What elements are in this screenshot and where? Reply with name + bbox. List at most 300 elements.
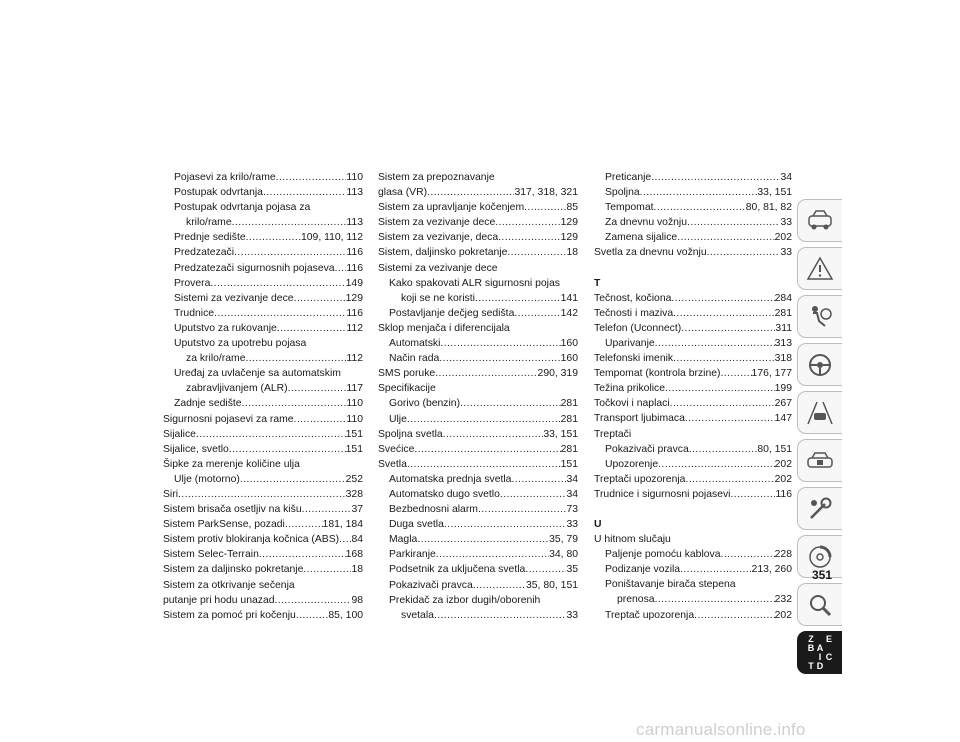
- entry-pages[interactable]: 98: [351, 594, 363, 606]
- dot-leader: [673, 351, 775, 366]
- entry-pages[interactable]: 328: [345, 488, 363, 500]
- index-entry: [594, 381, 792, 396]
- dot-leader: [473, 578, 526, 593]
- index-entry: [594, 411, 792, 426]
- index-entry: [378, 457, 578, 472]
- entry-pages[interactable]: 213, 260: [751, 564, 792, 576]
- entry-term: Tempomat (kontrola brzine): [594, 368, 721, 380]
- dot-leader: [689, 442, 758, 457]
- entry-pages[interactable]: 35, 79: [549, 534, 578, 546]
- index-heading: U hitnom slučaju: [594, 534, 671, 546]
- entry-term: Treptač upozorenja: [605, 609, 695, 621]
- dot-leader: [655, 336, 775, 351]
- index-entry: [163, 396, 363, 411]
- index-entry: [594, 185, 792, 200]
- dot-leader: [443, 427, 544, 442]
- index-heading: Uređaj za uvlačenje sa automatskim: [174, 368, 341, 380]
- index-heading: Treptači: [594, 428, 632, 440]
- dot-leader: [229, 442, 346, 457]
- entry-pages[interactable]: 34: [780, 172, 792, 183]
- entry-pages[interactable]: 33: [780, 247, 792, 259]
- entry-pages[interactable]: 202: [774, 609, 792, 621]
- entry-term: Paljenje pomoću kablova: [605, 549, 721, 561]
- dot-leader: [263, 185, 346, 200]
- dot-leader: [232, 215, 347, 230]
- index-entry: [594, 472, 792, 487]
- car-on-road-icon: [805, 398, 835, 428]
- entry-pages[interactable]: 151: [560, 458, 578, 470]
- entry-pages[interactable]: 168: [345, 549, 363, 561]
- dot-leader: [685, 411, 775, 426]
- dot-leader: [407, 412, 561, 427]
- dot-leader: [444, 517, 567, 532]
- tab-index[interactable]: [797, 631, 842, 674]
- entry-pages[interactable]: 35: [566, 564, 578, 576]
- entry-term: Ulje (motorno): [174, 473, 240, 485]
- dot-leader: [440, 336, 560, 351]
- entry-term: Pokazivači pravca: [389, 579, 473, 591]
- dot-leader: [640, 185, 758, 200]
- index-heading: Poništavanje birača stepena: [605, 579, 736, 591]
- watermark: carmanualsonline.info: [636, 720, 806, 739]
- index-entry: [163, 608, 363, 623]
- entry-pages[interactable]: 85, 100: [328, 609, 363, 621]
- steering-wheel-icon: [805, 350, 835, 380]
- entry-pages[interactable]: 33: [780, 217, 792, 229]
- tab-driving[interactable]: [797, 343, 842, 386]
- entry-term: Sijalice, svetlo: [163, 443, 229, 455]
- index-entry: [594, 351, 792, 366]
- dot-leader: [439, 351, 560, 366]
- entry-pages[interactable]: 142: [560, 307, 578, 319]
- entry-pages[interactable]: 129: [560, 217, 578, 229]
- entry-pages[interactable]: 110: [346, 172, 363, 183]
- entry-term: Parkiranje: [389, 549, 436, 561]
- index-entry: [594, 170, 792, 185]
- dot-leader: [665, 381, 775, 396]
- entry-pages[interactable]: 18: [566, 247, 578, 259]
- dot-leader: [296, 608, 329, 623]
- entry-term: koji se ne koristi: [401, 292, 475, 304]
- section-gap: [594, 261, 792, 276]
- entry-term: Sistem za upravljanje kočenjem: [378, 202, 525, 214]
- entry-term: Telefonski imenik: [594, 353, 674, 365]
- entry-pages[interactable]: 85: [566, 202, 578, 214]
- tab-vehicle-info[interactable]: [797, 199, 842, 242]
- index-entry: [594, 608, 792, 623]
- entry-term: Težina prikolice: [594, 383, 666, 395]
- dot-leader: [498, 230, 561, 245]
- entry-pages[interactable]: 116: [346, 262, 363, 274]
- dot-leader: [288, 381, 347, 396]
- dot-leader: [721, 547, 775, 562]
- index-entry: [378, 502, 578, 517]
- dot-leader: [407, 457, 561, 472]
- tab-road[interactable]: [797, 391, 842, 434]
- index-entry: [594, 336, 792, 351]
- dot-leader: [303, 562, 351, 577]
- entry-pages[interactable]: 281: [560, 398, 578, 410]
- index-entry: [378, 517, 578, 532]
- index-entry: [163, 291, 363, 306]
- entry-pages[interactable]: 117: [346, 383, 363, 395]
- entry-pages[interactable]: 80, 151: [757, 443, 792, 455]
- dot-leader: [495, 215, 560, 230]
- dot-leader: [671, 291, 774, 306]
- index-heading: Sistem za prepoznavanje: [378, 172, 495, 183]
- index-entry: [163, 472, 363, 487]
- entry-pages[interactable]: 116: [346, 307, 363, 319]
- index-entry: [163, 532, 363, 547]
- index-entry: [378, 336, 578, 351]
- tab-safety[interactable]: [797, 295, 842, 338]
- entry-term: Sistem za vezivanje, deca: [378, 232, 499, 244]
- dot-leader: [654, 200, 746, 215]
- index-entry: [163, 517, 363, 532]
- entry-pages[interactable]: 129: [345, 292, 363, 304]
- entry-pages[interactable]: 33: [566, 609, 578, 621]
- dot-leader: [681, 321, 775, 336]
- entry-term: Transport ljubimaca: [594, 413, 685, 425]
- dot-leader: [210, 276, 345, 291]
- dot-leader: [478, 502, 566, 517]
- index-entry: [378, 230, 578, 245]
- entry-pages[interactable]: 202: [774, 232, 792, 244]
- index-entry: [163, 442, 363, 457]
- entry-term: Svećice: [378, 443, 415, 455]
- entry-pages[interactable]: 110: [346, 413, 363, 425]
- index-entry: [594, 457, 792, 472]
- entry-pages[interactable]: 84: [351, 534, 363, 546]
- entry-pages[interactable]: 33, 151: [757, 187, 792, 199]
- entry-pages[interactable]: 232: [774, 594, 792, 606]
- dot-leader: [427, 185, 514, 200]
- entry-term: Upozorenje: [605, 458, 659, 470]
- entry-term: Sistem, daljinsko pokretanje: [378, 247, 508, 259]
- entry-pages[interactable]: 313: [774, 337, 792, 349]
- dot-leader: [240, 472, 346, 487]
- dot-leader: [259, 547, 346, 562]
- entry-term: prenosa: [617, 594, 655, 606]
- dot-leader: [507, 245, 566, 260]
- dot-leader: [670, 396, 775, 411]
- entry-term: Automatski: [389, 338, 441, 350]
- index-entry: [163, 215, 363, 230]
- entry-pages[interactable]: 176, 177: [751, 368, 792, 380]
- entry-term: Automatska prednja svetla: [389, 473, 512, 485]
- dot-leader: [214, 306, 346, 321]
- section-letter: T: [594, 277, 601, 289]
- az-letter: D: [816, 660, 824, 671]
- dot-leader: [434, 608, 567, 623]
- entry-term: glasa (VR): [378, 187, 428, 199]
- entry-pages[interactable]: 35, 80, 151: [526, 579, 578, 591]
- entry-term: Sistem ParkSense, pozadi: [163, 519, 285, 531]
- index-entry: [378, 200, 578, 215]
- index-heading: Postupak odvrtanja pojasa za: [174, 202, 311, 214]
- tab-search[interactable]: [797, 583, 842, 626]
- index-entry: [163, 276, 363, 291]
- index-heading: Kako spakovati ALR sigurnosni pojas: [389, 277, 560, 289]
- entry-pages[interactable]: 151: [345, 428, 363, 440]
- page-number: 351: [812, 568, 833, 582]
- index-entry: [594, 215, 792, 230]
- az-letter: B: [807, 642, 815, 653]
- index-az-icon: [807, 635, 834, 671]
- index-entry: [594, 547, 792, 562]
- dot-leader: [687, 215, 780, 230]
- index-entry: [163, 502, 363, 517]
- index-entry: [594, 487, 792, 502]
- car-info-icon: [805, 206, 835, 236]
- index-entry: [594, 396, 792, 411]
- index-heading: Sistem za otkrivanje sečenja: [163, 579, 295, 591]
- entry-term: krilo/rame: [186, 217, 232, 229]
- tab-warning-lights[interactable]: [797, 247, 842, 290]
- dot-leader: [685, 472, 774, 487]
- entry-term: Spoljna svetla: [378, 428, 443, 440]
- index-entry: [163, 351, 363, 366]
- dot-leader: [435, 366, 537, 381]
- entry-term: Prednje sedište: [174, 232, 246, 244]
- index-entry: [378, 291, 578, 306]
- entry-pages[interactable]: 33: [566, 519, 578, 531]
- index-entry: [378, 215, 578, 230]
- tab-service[interactable]: [797, 439, 842, 482]
- index-entry: [594, 442, 792, 457]
- dot-leader: [658, 457, 775, 472]
- dot-leader: [673, 306, 775, 321]
- dot-leader: [335, 261, 347, 276]
- entry-pages[interactable]: 113: [346, 217, 363, 229]
- entry-pages[interactable]: 116: [775, 488, 792, 500]
- entry-pages[interactable]: 109, 110, 112: [300, 232, 363, 244]
- dot-leader: [339, 532, 351, 547]
- entry-term: Predzatezači: [174, 247, 235, 259]
- index-entry: [163, 412, 363, 427]
- dot-leader: [436, 547, 549, 562]
- index-entry: [378, 442, 578, 457]
- entry-pages[interactable]: 141: [560, 292, 578, 304]
- entry-pages[interactable]: 112: [346, 353, 363, 365]
- dot-leader: [511, 472, 566, 487]
- entry-term: Uputstvo za rukovanje: [174, 322, 277, 334]
- entry-pages[interactable]: 202: [774, 473, 792, 485]
- entry-pages[interactable]: 149: [345, 277, 363, 289]
- az-letter: A: [816, 642, 824, 653]
- dot-leader: [514, 306, 560, 321]
- entry-term: Svetla za dnevnu vožnju: [594, 247, 707, 259]
- section-letter: U: [594, 518, 602, 530]
- index-entry: [378, 412, 578, 427]
- entry-term: Tečnost, kočiona: [594, 292, 672, 304]
- section-gap: [594, 502, 792, 517]
- dot-leader: [294, 291, 346, 306]
- entry-pages[interactable]: 110: [346, 398, 363, 410]
- index-entry: [378, 532, 578, 547]
- entry-term: Pokazivači pravca: [605, 443, 689, 455]
- entry-term: Sistem protiv blokiranja kočnica (ABS): [163, 534, 340, 546]
- entry-term: Podizanje vozila: [605, 564, 681, 576]
- dot-leader: [414, 442, 560, 457]
- entry-term: svetala: [401, 609, 434, 621]
- entry-pages[interactable]: 33, 151: [543, 428, 578, 440]
- entry-pages[interactable]: 160: [560, 353, 578, 365]
- entry-pages[interactable]: 318: [774, 353, 792, 365]
- entry-pages[interactable]: 281: [560, 443, 578, 455]
- index-heading: Specifikacije: [378, 383, 436, 395]
- entry-term: Ulje: [389, 413, 407, 425]
- entry-term: Automatsko dugo svetlo: [389, 488, 500, 500]
- entry-pages[interactable]: 129: [560, 232, 578, 244]
- index-entry: [163, 593, 363, 608]
- entry-pages[interactable]: 80, 81, 82: [745, 202, 792, 214]
- dot-leader: [246, 230, 301, 245]
- index-column-2: [378, 170, 578, 623]
- entry-term: Predzatezači sigurnosnih pojaseva: [174, 262, 335, 274]
- index-heading: Sistemi za vezivanje dece: [378, 262, 498, 274]
- entry-pages[interactable]: 112: [346, 322, 363, 334]
- dot-leader: [276, 170, 347, 185]
- airbag-safety-icon: [805, 302, 835, 332]
- entry-term: Sijalice: [163, 428, 196, 440]
- index-entry: [378, 562, 578, 577]
- dot-leader: [655, 592, 775, 607]
- entry-term: Tečnosti i maziva: [594, 307, 674, 319]
- dot-leader: [707, 245, 781, 260]
- index-entry: [594, 306, 792, 321]
- dot-leader: [651, 170, 780, 185]
- entry-pages[interactable]: 73: [566, 504, 578, 516]
- index-entry: [163, 230, 363, 245]
- index-entry: [594, 321, 792, 336]
- entry-pages[interactable]: 199: [774, 383, 792, 395]
- dot-leader: [196, 427, 346, 442]
- dot-leader: [460, 396, 561, 411]
- entry-term: Treptači upozorenja: [594, 473, 686, 485]
- tools-maintenance-icon: [805, 494, 835, 524]
- entry-term: Telefon (Uconnect): [594, 322, 682, 334]
- entry-term: Spoljna: [605, 187, 640, 199]
- entry-term: Sistemi za vezivanje dece: [174, 292, 294, 304]
- entry-term: Uparivanje: [605, 337, 655, 349]
- az-letter: I: [818, 651, 822, 662]
- dot-leader: [245, 351, 346, 366]
- entry-pages[interactable]: 34, 80: [549, 549, 578, 561]
- dot-leader: [677, 230, 774, 245]
- entry-term: Podsetnik za uključena svetla: [389, 564, 526, 576]
- dot-leader: [731, 487, 776, 502]
- entry-term: Pojasevi za krilo/rame: [174, 172, 276, 183]
- index-column-1: [163, 170, 363, 623]
- entry-term: za krilo/rame: [186, 353, 246, 365]
- entry-pages[interactable]: 202: [774, 458, 792, 470]
- index-entry: [378, 351, 578, 366]
- index-entry: [594, 245, 792, 260]
- entry-term: Za dnevnu vožnju: [605, 217, 688, 229]
- entry-pages[interactable]: 311: [775, 322, 792, 334]
- dot-leader: [285, 517, 323, 532]
- index-entry: [378, 578, 578, 593]
- entry-pages[interactable]: 267: [774, 398, 792, 410]
- tab-maintenance[interactable]: [797, 487, 842, 530]
- entry-pages[interactable]: 181, 184: [322, 519, 363, 531]
- dot-leader: [525, 562, 566, 577]
- entry-pages[interactable]: 37: [351, 504, 363, 516]
- entry-term: Provera: [174, 277, 211, 289]
- chapter-tabs: [797, 199, 842, 679]
- index-entry: [378, 487, 578, 502]
- entry-term: Sistem Selec-Terrain: [163, 549, 259, 561]
- entry-term: Siri: [163, 488, 179, 500]
- dot-leader: [680, 562, 751, 577]
- entry-term: Zadnje sedište: [174, 398, 242, 410]
- entry-term: Sistem za daljinsko pokretanje: [163, 564, 304, 576]
- entry-pages[interactable]: 281: [560, 413, 578, 425]
- dot-leader: [242, 396, 347, 411]
- index-entry: [163, 306, 363, 321]
- entry-pages[interactable]: 228: [774, 549, 792, 561]
- index-entry: [163, 245, 363, 260]
- service-car-icon: [805, 446, 835, 476]
- dot-leader: [234, 245, 346, 260]
- entry-pages[interactable]: 252: [345, 473, 363, 485]
- index-entry: [163, 381, 363, 396]
- search-icon: [805, 590, 835, 620]
- entry-term: Točkovi i naplaci: [594, 398, 670, 410]
- az-letter: T: [808, 660, 814, 671]
- entry-pages[interactable]: 147: [774, 413, 792, 425]
- index-entry: [163, 562, 363, 577]
- entry-term: Bezbednosni alarm: [389, 504, 478, 516]
- dot-leader: [178, 487, 346, 502]
- dot-leader: [417, 532, 549, 547]
- entry-pages[interactable]: 160: [560, 338, 578, 350]
- entry-pages[interactable]: 284: [774, 292, 792, 304]
- entry-pages[interactable]: 116: [346, 247, 363, 259]
- index-entry: [378, 245, 578, 260]
- entry-pages[interactable]: 113: [346, 187, 363, 199]
- entry-term: zabravljivanjem (ALR): [186, 383, 288, 395]
- index-entry: [594, 291, 792, 306]
- entry-pages[interactable]: 18: [351, 564, 363, 576]
- entry-pages[interactable]: 34: [566, 473, 578, 485]
- entry-pages[interactable]: 281: [774, 307, 792, 319]
- dot-leader: [694, 608, 775, 623]
- warning-lights-icon: [805, 254, 835, 284]
- index-column-3: [594, 170, 792, 623]
- entry-pages[interactable]: 34: [566, 488, 578, 500]
- index-heading: Uputstvo za upotrebu pojasa: [174, 338, 307, 350]
- index-entry: [378, 547, 578, 562]
- index-entry: [378, 396, 578, 411]
- index-entry: [594, 562, 792, 577]
- entry-term: Postavljanje dečjeg sedišta: [389, 307, 515, 319]
- entry-pages[interactable]: 290, 319: [537, 368, 578, 380]
- dot-leader: [475, 291, 561, 306]
- entry-pages[interactable]: 151: [345, 443, 363, 455]
- index-entry: [594, 366, 792, 381]
- index-entry: [378, 306, 578, 321]
- index-entry: [378, 608, 578, 623]
- entry-term: putanje pri hodu unazad: [163, 594, 275, 606]
- index-entry: [163, 487, 363, 502]
- entry-pages[interactable]: 317, 318, 321: [514, 187, 578, 199]
- index-entry: [594, 592, 792, 607]
- multimedia-disc-icon: [805, 542, 835, 572]
- entry-term: Sistem za vezivanje dece: [378, 217, 496, 229]
- entry-term: Gorivo (benzin): [389, 398, 461, 410]
